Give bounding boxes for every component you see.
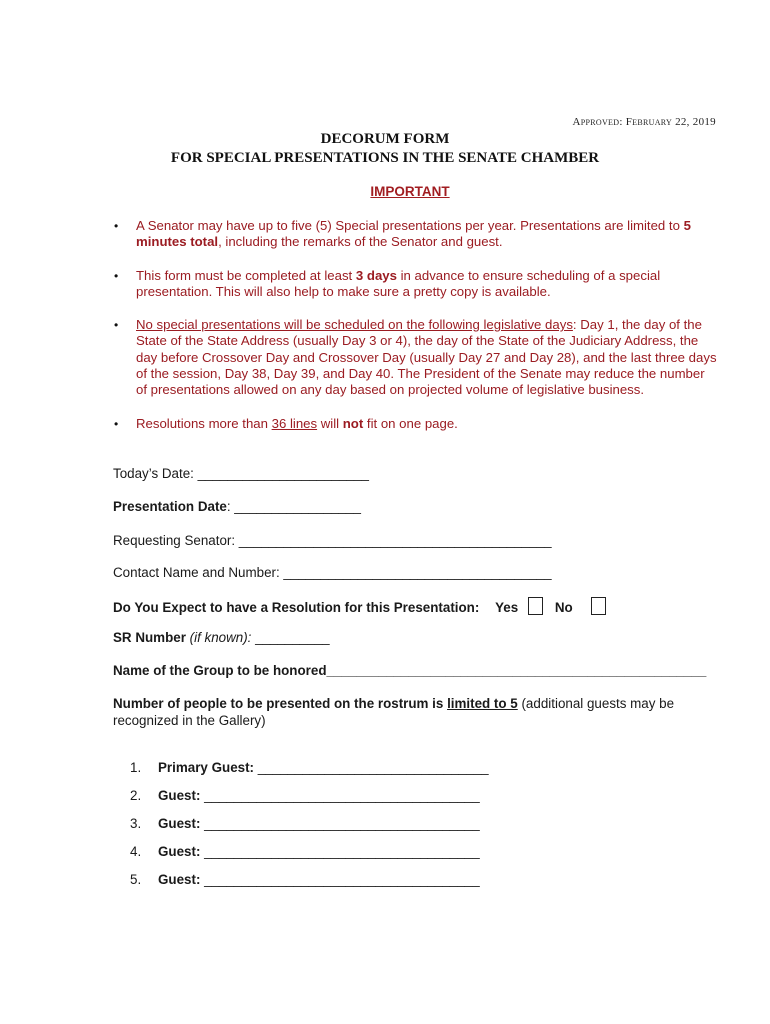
rule-text: will (317, 415, 343, 431)
rule-text: : Day 1, the day of the State of the State Address (usually Day 3 or 4), the day of the State of the Judiciary Address, the day before Crossover Day and Crossover Day (usually Day 27 and Day 28), and the last three days of the session, Day 38, Day 39, and Day 40. The President of the Senate may reduce the number of presentations allowed on any day based on projected volume of legislative business. (136, 317, 717, 398)
bullet-icon: • (114, 318, 119, 333)
form-title: DECORUM FORM (320, 131, 450, 147)
guest-number: 1. (130, 760, 142, 775)
sr-number-blank[interactable]: __________ (251, 630, 330, 645)
approved-date: February 22, 2019 (625, 116, 716, 128)
contact-field[interactable]: Contact Name and Number: ____________________________________ (113, 565, 552, 580)
guest-number: 5. (130, 872, 142, 887)
bullet-icon: • (114, 268, 119, 283)
no-label: No (554, 600, 573, 615)
rule-text: A Senator may have up to five (5) Special presentations per year. Presentations are limited to (136, 218, 684, 233)
guest-label: Primary Guest: (158, 760, 255, 775)
rule-bold: 5 minutes total (136, 218, 691, 250)
rule-text: in advance to ensure scheduling of a special presentation. This will also help to make sure a pretty copy is available. (136, 267, 661, 299)
guest-number: 4. (130, 844, 142, 859)
guest-blank[interactable]: _____________________________________ (200, 872, 480, 887)
bullet-icon: • (114, 416, 119, 431)
rostrum-limit-value: limited to 5 (447, 696, 518, 711)
sr-number-field[interactable] (113, 630, 330, 645)
guest-number: 2. (130, 788, 142, 803)
rule-text: This form must be completed at least (136, 267, 356, 283)
guest-label: Guest: (158, 788, 201, 803)
rostrum-limit-text (113, 696, 713, 729)
guest-label: Guest: (158, 872, 201, 887)
yes-label: Yes (495, 600, 519, 615)
form-subtitle: FOR SPECIAL PRESENTATIONS IN THE SENATE CHAMBER (170, 150, 600, 166)
guest-blank[interactable]: _____________________________________ (200, 816, 480, 831)
guest-list (130, 760, 489, 900)
presentation-date-blank[interactable]: : _________________ (226, 499, 361, 514)
presentation-date-label: Presentation Date (113, 499, 227, 514)
guest-row[interactable] (130, 844, 489, 872)
approved-label: Approved: (572, 116, 623, 128)
guest-blank[interactable]: _______________________________ (254, 760, 489, 775)
presentation-date-field[interactable] (113, 499, 361, 514)
guest-label: Guest: (158, 844, 201, 859)
guest-row[interactable] (130, 760, 489, 788)
rule-underlined: No special presentations will be scheduled on the following legislative days (136, 317, 573, 333)
sr-number-label: SR Number (113, 630, 186, 645)
rule-bold: 3 days (355, 267, 397, 283)
rule-bold: not (342, 415, 364, 431)
resolution-question: Do You Expect to have a Resolution for this Presentation: (113, 600, 480, 615)
guest-row[interactable] (130, 788, 489, 816)
requesting-senator-field[interactable]: Requesting Senator: __________________________________________ (113, 533, 552, 548)
guest-blank[interactable]: _____________________________________ (200, 788, 480, 803)
group-name-field[interactable]: Name of the Group to be honored___________________________________________________ (113, 663, 707, 678)
rule-item (112, 317, 717, 398)
yes-checkbox[interactable] (528, 597, 543, 615)
gallery-note: (additional guests may be recognized in the Gallery) (113, 696, 675, 728)
sr-known-note: (if known): (185, 630, 252, 645)
guest-number: 3. (130, 816, 142, 831)
rule-item (112, 416, 717, 432)
approved-date-line (480, 116, 716, 128)
rostrum-limit-label: Number of people to be presented on the rostrum is (113, 696, 448, 711)
rules-list (112, 218, 717, 449)
guest-label: Guest: (158, 816, 201, 831)
guest-row[interactable] (130, 816, 489, 844)
rule-underlined: 36 lines (271, 415, 318, 431)
guest-blank[interactable]: _____________________________________ (200, 844, 480, 859)
rule-item (112, 268, 717, 301)
no-checkbox[interactable] (591, 597, 606, 615)
rule-text: fit on one page. (363, 415, 458, 431)
rule-text: , including the remarks of the Senator and guest. (218, 234, 503, 250)
rule-text: Resolutions more than (136, 415, 272, 431)
guest-row[interactable] (130, 872, 489, 900)
rule-item (112, 218, 717, 251)
todays-date-field[interactable]: Today’s Date: _______________________ (113, 466, 369, 481)
bullet-icon: • (114, 219, 119, 233)
resolution-question-row (113, 597, 606, 615)
important-heading: IMPORTANT (370, 184, 450, 199)
